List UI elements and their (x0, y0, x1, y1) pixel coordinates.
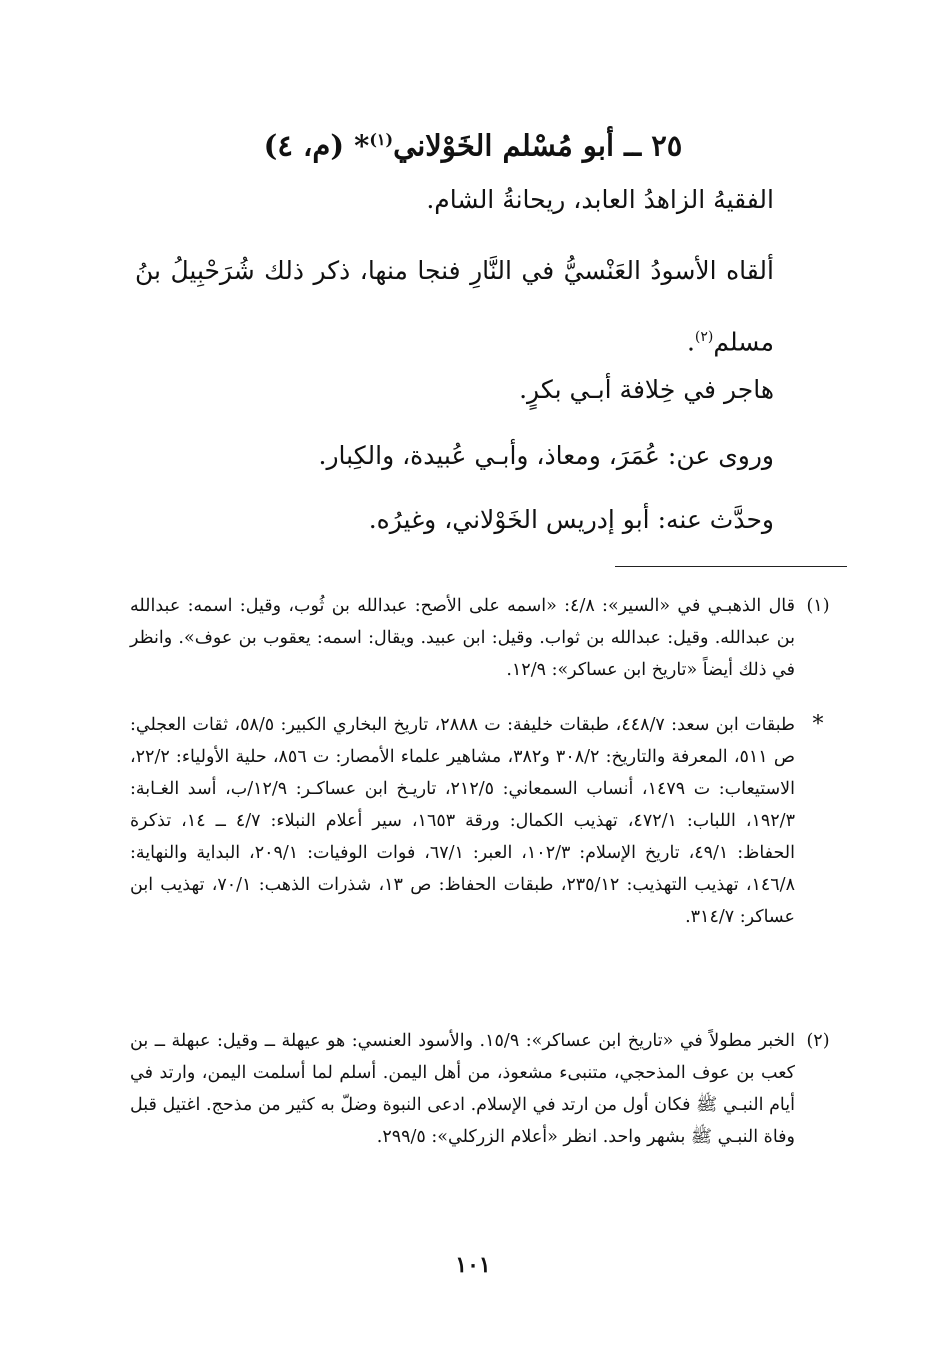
footnote-star-text: طبقات ابن سعد: ٤٤٨/٧، طبقات خليفة: ت ٢٨٨٨، تاريخ البخاري الكبير: ٥٨/٥، ثقات العجلي: ص ٥١١، المعرفة والتاريخ: ٣٠٨/٢ و٣٨٢، مشاهير علماء الأمصار: ت ٨٥٦، حلية الأولياء: ٢٢/٢، الاستيعاب: ت ١٤٧٩، أنساب السمعاني: ٢١٢/٥، تاريـخ ابن عساكـر: ١٢/٩/ب، أسد الغـابة: ١٩٢/٣، اللباب: ٤٧٢/١، تهذيب الكمال: ورقة ١٦٥٣، سير أعلام النبلاء: ٤/٧ ــ ١٤، تذكرة الحفاظ: ٤٩/١، تاريخ الإسلام: ١٠٢/٣، العبر: ٦٧/١، فوات الوفيات: ٢٠٩/١، البداية والنهاية: ١٤٦/٨، تهذيب التهذيب: ٢٣٥/١٢، طبقات الحفاظ: ص ١٣، شذرات الذهب: ٧٠/١، تهذيب ابن عساكر: ٣١٤/٧. (130, 715, 796, 927)
footnote-2-text: الخبر مطولاً في «تاريخ ابن عساكر»: ١٥/٩. والأسود العنسي: هو عيهلة ــ وقيل: عبهلة ــ بن كعب بن عوف المذحجي، متنبىء مشعوذ، من أهل اليمن. أسلم لما أسلمت اليمن، وارتد في أيام النبـي ﷺ فكان أول من ارتد في الإسلام. ادعى النبوة وضلّ به كثير من مذحج. اغتيل قبل وفاة النبـي ﷺ بشهر واحد. انظر «أعلام الزركلي»: ٢٩٩/٥. (130, 1031, 795, 1147)
footnote-separator (615, 566, 847, 567)
body-line-4: وروى عن: عُمَرَ، ومعاذ، وأبـي عُبيدة، والكِبار. (318, 441, 774, 470)
entry-title (200, 118, 746, 168)
footnote-ref-2: (٢) (694, 329, 714, 345)
footnote-2-marker: (٢) (806, 1031, 830, 1051)
body-paragraph-2 (135, 238, 774, 375)
page-number: ١٠١ (455, 1252, 491, 1278)
footnote-1-text: قال الذهبـي في «السير»: ٤/٨: «اسمه على الأصح: عبدالله بن ثُوب، وقيل: اسمه: عبدالله بن عبدالله. وقيل: عبدالله بن ثواب. وقيل: ابن عبيد. ويقال: اسمه: يعقوب بن عوف». وانظر في ذلك أيضاً «تاريخ ابن عساكر»: ١٢/٩. (130, 596, 795, 680)
body-line-5: وحدَّث عنه: أبو إدريس الخَوْلاني، وغيرُه. (368, 505, 774, 534)
footnote-2 (130, 1025, 841, 1153)
footnote-star (130, 709, 841, 933)
footnote-ref-1: (١) (369, 130, 394, 149)
entry-title-suffix: * (م، ٤) (263, 128, 370, 163)
entry-title-text: ٢٥ ــ أبو مُسْلم الخَوْلاني (393, 128, 683, 163)
body-line-1: الفقيهُ الزاهدُ العابد، ريحانةُ الشام. (426, 185, 774, 214)
footnote-star-marker: * (812, 712, 824, 737)
body-line-3: هاجر في خِلافة أبـي بكرٍ. (519, 375, 774, 404)
footnote-1-marker: (١) (806, 596, 830, 616)
body-paragraph-2-text: ألقاه الأسودُ العَنْسيُّ في النَّارِ فنجا منها، ذكر ذلك شُرَحْبِيلُ بنُ مسلم (135, 256, 774, 357)
footnote-1 (130, 590, 841, 686)
body-paragraph-2-end: . (686, 327, 695, 357)
